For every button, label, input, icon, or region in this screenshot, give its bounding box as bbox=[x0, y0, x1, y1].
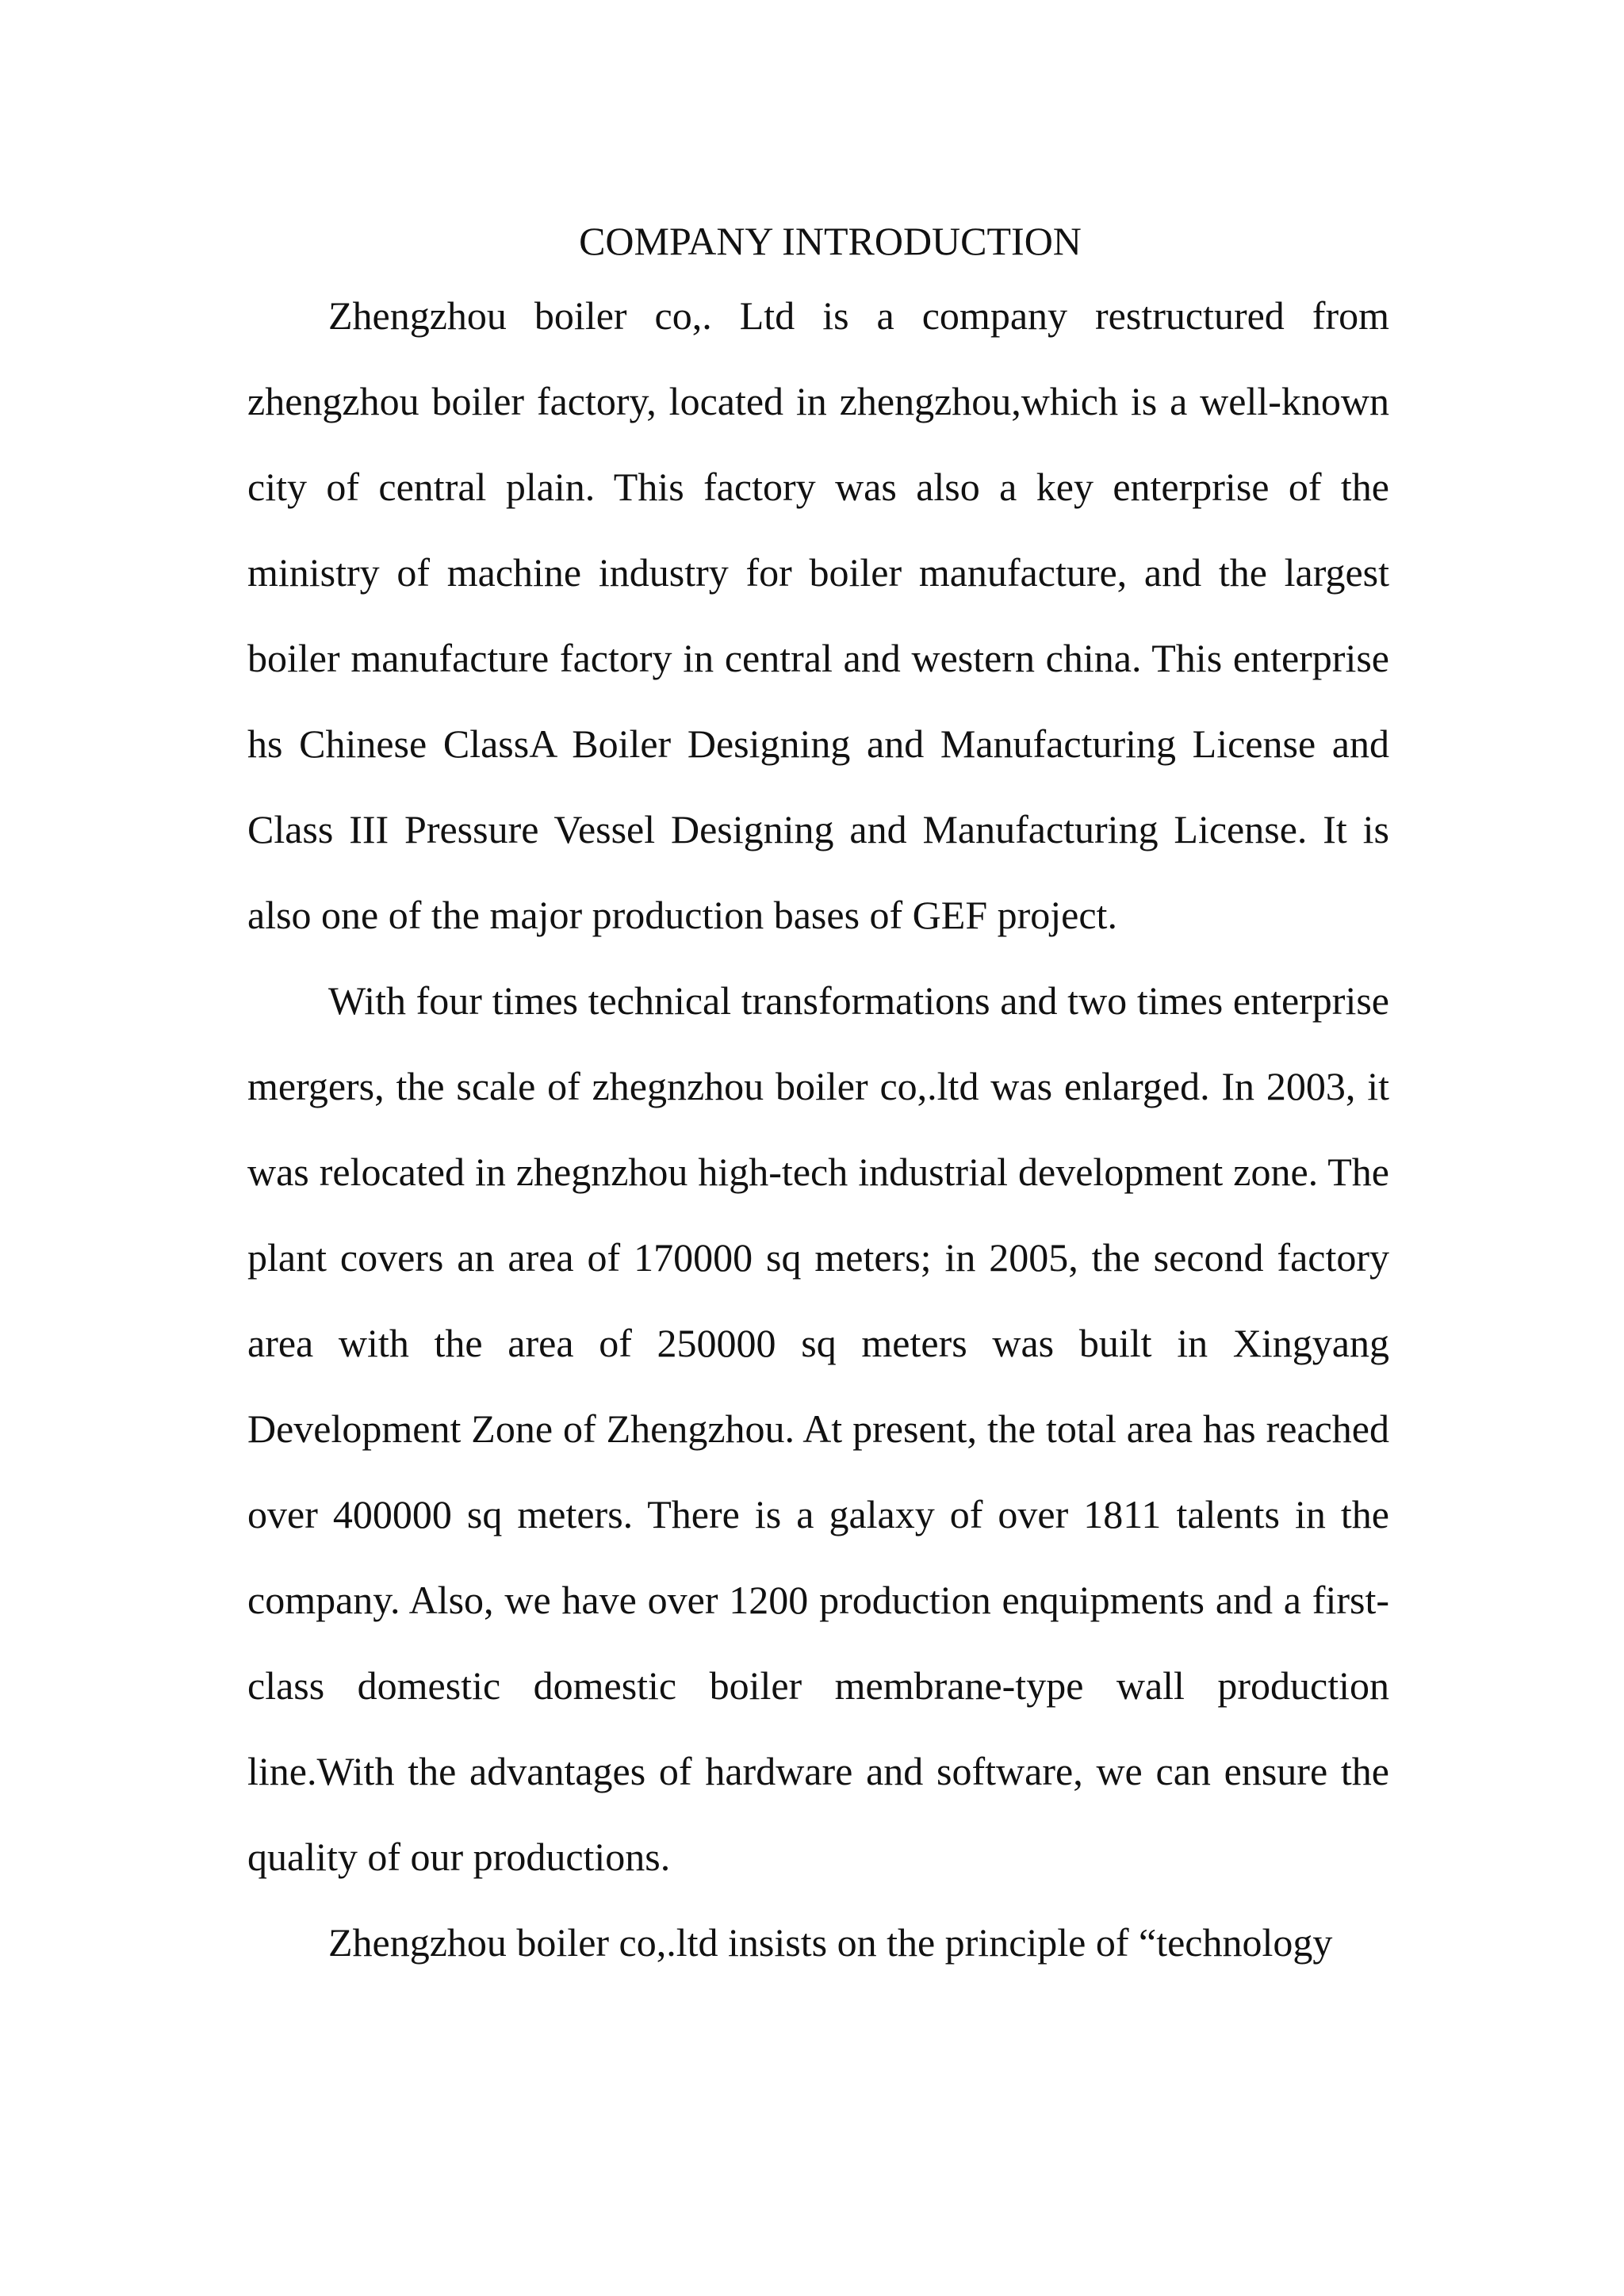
paragraph-principle: Zhengzhou boiler co,.ltd insists on the principle of “technology bbox=[328, 1920, 1333, 1965]
document-body bbox=[247, 209, 1389, 1985]
paragraph-development-history: With four times technical transformations and two times enterprise mergers, the scale of zhegnzhou boiler co,.ltd was enlarged. In 2003, it was relocated in zhegnzhou high-tech industrial development zone. The plant covers an area of 170000 sq meters; in 2005, the second factory area with the area of 250000 sq meters was built in Xingyang Development Zone of Zhengzhou. At present, the total area has reached over 400000 sq meters. There is a galaxy of over 1811 talents in the company. Also, we have over 1200 production enquipments and a first-class domestic domestic boiler membrane-type wall production line.With the advantages of hardware and software, we can ensure the quality of our productions. bbox=[247, 978, 1389, 1879]
paragraph-company-overview: Zhengzhou boiler co,. Ltd is a company restructured from zhengzhou boiler factory, located in zhengzhou,which is a well-known city of central plain. This factory was also a key enterprise of the ministry of machine industry for boiler manufacture, and the largest boiler manufacture factory in central and western china. This enterprise hs Chinese ClassA Boiler Designing and Manufacturing License and Class III Pressure Vessel Designing and Manufacturing License. It is also one of the major production bases of GEF project. bbox=[247, 293, 1389, 937]
page-title: COMPANY INTRODUCTION bbox=[579, 219, 1082, 263]
